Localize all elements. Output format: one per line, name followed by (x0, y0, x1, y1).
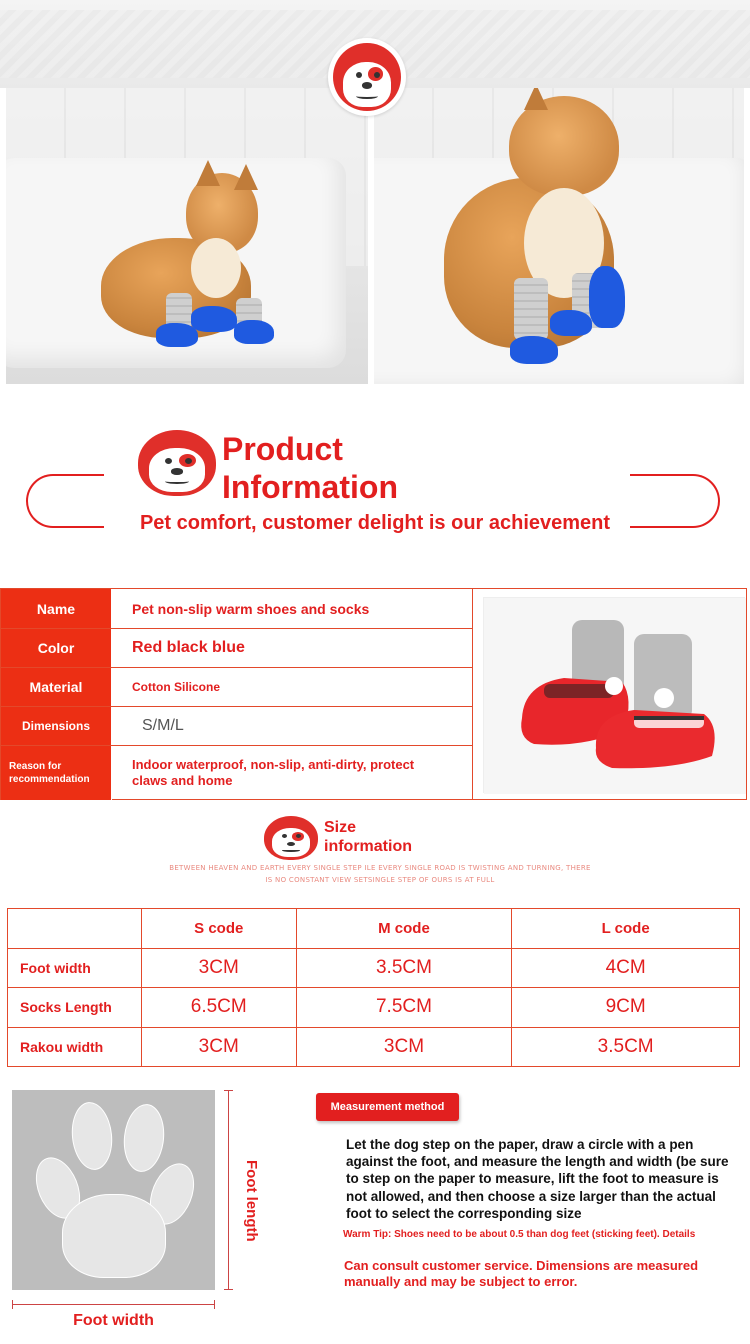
table-cell: 3CM (296, 1027, 512, 1067)
size-info-subtitle (150, 862, 610, 886)
size-info-title-line1: Size (324, 819, 357, 836)
table-row (8, 948, 740, 988)
table-row (8, 988, 740, 1028)
product-info-title-line1: Product (222, 431, 343, 467)
table-row (8, 1027, 740, 1067)
blue-shoe (234, 320, 274, 344)
size-table-corner (8, 909, 142, 949)
row-header-rakou-width: Rakou width (8, 1027, 142, 1067)
size-table (7, 908, 740, 1067)
warm-tip: Warm Tip: Shoes need to be about 0.5 than dog feet (sticking feet). Details (343, 1229, 696, 1240)
red-shoes-illustration (484, 598, 746, 794)
dog-sock (514, 278, 548, 340)
row-value-name: Pet non-slip warm shoes and socks (112, 589, 473, 628)
blue-shoe (589, 266, 625, 328)
table-cell: 3.5CM (296, 948, 512, 988)
blue-shoe (191, 306, 237, 332)
dog-ear (524, 88, 548, 110)
table-row (1, 746, 473, 800)
size-info-title-line2: information (324, 838, 412, 855)
row-label-color: Color (1, 629, 112, 667)
row-label-name: Name (1, 589, 112, 628)
paw-print-icon (12, 1090, 215, 1290)
dog-mascot-logo-icon (333, 43, 401, 111)
measurement-method-badge: Measurement method (316, 1093, 459, 1121)
table-cell: 7.5CM (296, 988, 512, 1028)
photo-dog-sitting-left (6, 88, 368, 384)
row-value-material: Cotton Silicone (112, 668, 473, 706)
dog-chest (191, 238, 241, 298)
table-cell: 3.5CM (512, 1027, 740, 1067)
size-table-header-row (8, 909, 740, 949)
paw-pad (62, 1194, 166, 1278)
measurement-note: Can consult customer service. Dimensions are measured manually and may be subject to error. (344, 1258, 699, 1289)
length-dimension-line (228, 1090, 229, 1290)
dog-head (509, 96, 619, 196)
row-header-socks-length: Socks Length (8, 988, 142, 1028)
row-value-reason: Indoor waterproof, non-slip, anti-dirty, protect claws and home (112, 746, 473, 800)
product-info-title-line2: Information (222, 469, 398, 505)
dog-ear (234, 164, 258, 190)
row-label-material: Material (1, 668, 112, 706)
paw-toe (69, 1100, 116, 1172)
size-info-subtitle-line1: BETWEEN HEAVEN AND EARTH EVERY SINGLE STEP ILE EVERY SINGLE ROAD IS TWISTING AND TURNING, THERE (169, 864, 591, 872)
foot-length-label: Foot length (243, 1160, 260, 1242)
dog-mascot-logo-icon (138, 430, 216, 496)
table-cell: 3CM (141, 1027, 296, 1067)
table-row (1, 668, 473, 707)
table-row (1, 707, 473, 746)
foot-width-label: Foot width (73, 1312, 154, 1329)
paw-toe (121, 1102, 168, 1174)
row-value-dimensions: S/M/L (112, 707, 473, 745)
size-info-subtitle-line2: IS NO CONSTANT VIEW SETSINGLE STEP OF OURS IS AT FULL (265, 876, 495, 884)
product-info-table (0, 588, 747, 800)
brand-logo-badge (328, 38, 406, 116)
row-value-color: Red black blue (112, 629, 473, 667)
column-header-m: M code (296, 909, 512, 949)
table-row (1, 629, 473, 668)
table-cell: 9CM (512, 988, 740, 1028)
column-header-l: L code (512, 909, 740, 949)
row-label-reason: Reason for recommendation (1, 746, 112, 800)
product-photo-red-shoes (483, 597, 745, 793)
blue-shoe (550, 310, 592, 336)
product-info-title (222, 430, 398, 506)
dog-ear (196, 160, 220, 186)
photo-dog-sitting-right (374, 88, 744, 384)
table-cell: 4CM (512, 948, 740, 988)
measurement-instructions: Let the dog step on the paper, draw a circle with a pen against the foot, and measure the length and width (be sure to step on the paper to measure, lift the foot to measure is not allowed, and then choose a size larger than the actual foot to select the corresponding size (346, 1137, 729, 1221)
table-cell: 3CM (141, 948, 296, 988)
column-header-s: S code (141, 909, 296, 949)
table-row (1, 589, 473, 629)
table-cell: 6.5CM (141, 988, 296, 1028)
row-label-dimensions: Dimensions (1, 707, 112, 745)
size-info-title (324, 818, 412, 856)
dog-mascot-logo-icon (264, 816, 318, 860)
blue-shoe (510, 336, 558, 364)
row-header-foot-width: Foot width (8, 948, 142, 988)
width-dimension-line (12, 1304, 215, 1305)
product-info-tagline: Pet comfort, customer delight is our achievement (139, 512, 611, 534)
